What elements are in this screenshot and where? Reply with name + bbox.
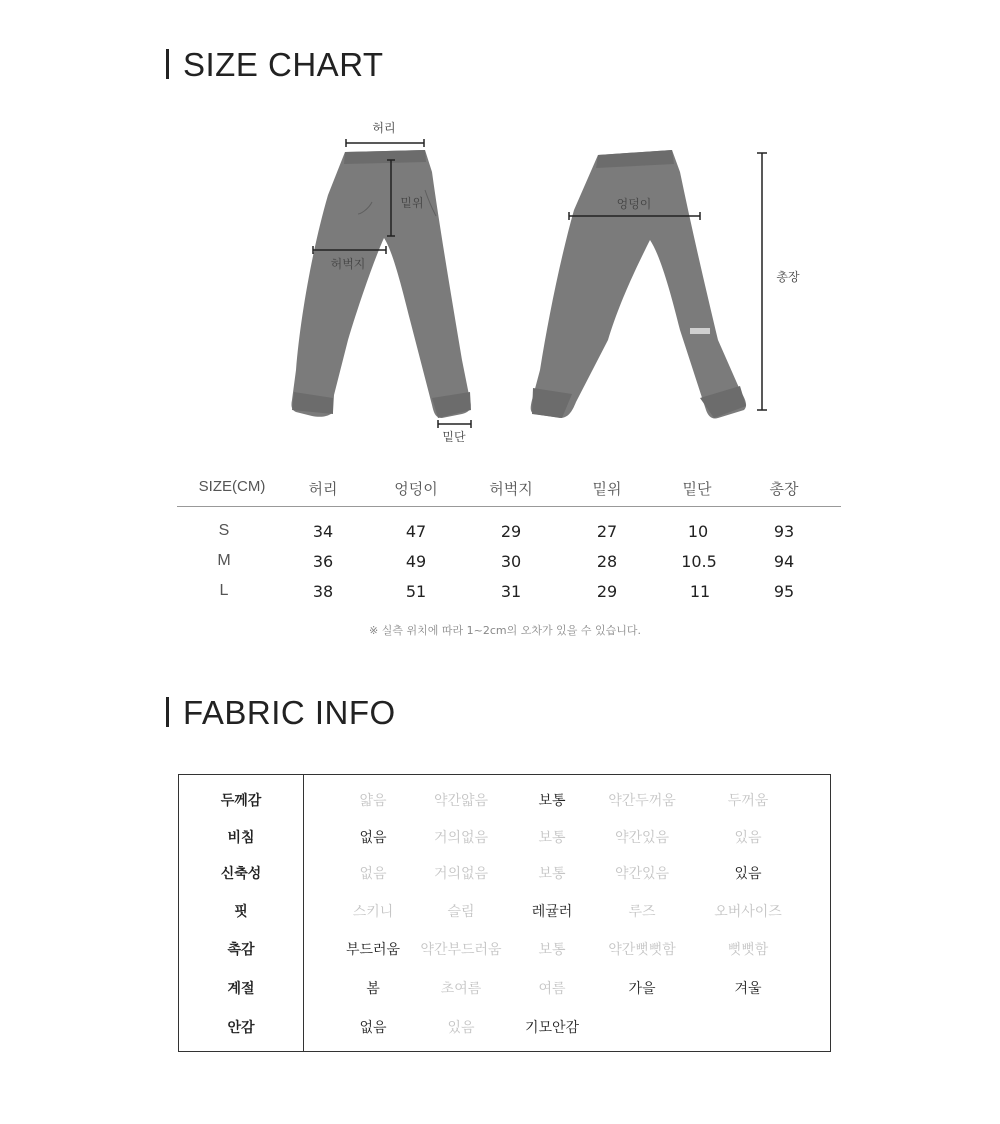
fabric-row-label: 안감 bbox=[227, 1020, 255, 1036]
fabric-option: 없음 bbox=[359, 866, 387, 882]
table-cell: 47 bbox=[405, 522, 427, 541]
fabric-option: 있음 bbox=[447, 1020, 475, 1036]
measurement-note: ※ 실측 위치에 따라 1~2cm의 오차가 있을 수 있습니다. bbox=[369, 624, 641, 637]
table-cell: 28 bbox=[596, 552, 618, 571]
table-cell: 10.5 bbox=[681, 552, 717, 571]
size-label: L bbox=[219, 582, 229, 599]
table-cell: 94 bbox=[773, 552, 795, 571]
table-row bbox=[177, 522, 841, 546]
fabric-row bbox=[179, 939, 832, 963]
fabric-option: 보통 bbox=[538, 830, 566, 846]
label-hip: 엉덩이 bbox=[616, 197, 652, 211]
table-cell: 49 bbox=[405, 552, 427, 571]
header-cell: 엉덩이 bbox=[394, 480, 438, 498]
fabric-option: 약간뻣뻣함 bbox=[608, 942, 676, 958]
fabric-row bbox=[179, 978, 832, 1002]
front-pants-image bbox=[291, 150, 471, 418]
pants-measurement-figure bbox=[0, 0, 1000, 460]
fabric-option: 있음 bbox=[734, 830, 762, 846]
fabric-row bbox=[179, 863, 832, 887]
header-cell: SIZE(CM) bbox=[198, 478, 266, 495]
table-cell: 34 bbox=[312, 522, 334, 541]
table-row bbox=[177, 582, 841, 606]
fabric-info-table bbox=[178, 774, 831, 1052]
fabric-option: 기모안감 bbox=[524, 1020, 580, 1036]
table-cell: 31 bbox=[500, 582, 522, 601]
label-rise: 밑위 bbox=[400, 196, 424, 210]
table-row bbox=[177, 552, 841, 576]
fabric-option: 약간있음 bbox=[614, 830, 670, 846]
table-cell: 29 bbox=[500, 522, 522, 541]
fabric-option: 약간부드러움 bbox=[420, 942, 502, 958]
fabric-option: 보통 bbox=[538, 942, 566, 958]
fabric-option: 가을 bbox=[628, 981, 656, 997]
fabric-option: 있음 bbox=[734, 866, 762, 882]
fabric-option: 보통 bbox=[538, 866, 566, 882]
header-cell: 허벅지 bbox=[489, 480, 533, 498]
size-table-header bbox=[177, 478, 841, 502]
back-pants-image bbox=[531, 150, 746, 419]
fabric-option: 여름 bbox=[538, 981, 566, 997]
label-hem: 밑단 bbox=[442, 430, 466, 444]
fabric-option: 거의없음 bbox=[433, 830, 489, 846]
fabric-row-label: 계절 bbox=[227, 981, 255, 997]
title-bar bbox=[166, 697, 169, 727]
fabric-row-label: 핏 bbox=[234, 904, 248, 920]
fabric-option: 거의없음 bbox=[433, 866, 489, 882]
fabric-option: 봄 bbox=[366, 981, 380, 997]
fabric-info-title-text: FABRIC INFO bbox=[183, 694, 396, 731]
fabric-option: 약간있음 bbox=[614, 866, 670, 882]
fabric-option: 뻣뻣함 bbox=[727, 942, 769, 958]
table-cell: 11 bbox=[689, 582, 711, 601]
fabric-option: 부드러움 bbox=[345, 942, 401, 958]
fabric-option: 얇음 bbox=[359, 793, 387, 809]
header-cell: 허리 bbox=[308, 480, 338, 498]
fabric-option: 겨울 bbox=[734, 981, 762, 997]
fabric-option: 오버사이즈 bbox=[714, 904, 782, 920]
size-chart-title-text: SIZE CHART bbox=[183, 46, 384, 83]
size-table-divider bbox=[177, 506, 841, 507]
fabric-option: 없음 bbox=[359, 1020, 387, 1036]
table-cell: 29 bbox=[596, 582, 618, 601]
header-cell: 밑위 bbox=[592, 480, 622, 498]
table-cell: 10 bbox=[687, 522, 709, 541]
fabric-option: 약간두꺼움 bbox=[608, 793, 676, 809]
fabric-option: 슬림 bbox=[447, 904, 475, 920]
table-cell: 36 bbox=[312, 552, 334, 571]
fabric-row-label: 두께감 bbox=[220, 793, 262, 809]
logo-print bbox=[690, 328, 710, 334]
fabric-row-label: 비침 bbox=[227, 830, 255, 846]
table-cell: 38 bbox=[312, 582, 334, 601]
fabric-option: 초여름 bbox=[440, 981, 482, 997]
label-length: 총장 bbox=[776, 270, 800, 284]
table-cell: 51 bbox=[405, 582, 427, 601]
header-cell: 총장 bbox=[769, 480, 799, 498]
table-cell: 95 bbox=[773, 582, 795, 601]
fabric-row bbox=[179, 901, 832, 925]
header-cell: 밑단 bbox=[682, 480, 712, 498]
fabric-option: 약간얇음 bbox=[433, 793, 489, 809]
fabric-row-label: 촉감 bbox=[227, 942, 255, 958]
table-cell: 27 bbox=[596, 522, 618, 541]
fabric-option: 레귤러 bbox=[531, 904, 573, 920]
fabric-row bbox=[179, 1017, 832, 1041]
fabric-option: 루즈 bbox=[628, 904, 656, 920]
size-label: M bbox=[217, 552, 231, 569]
fabric-option: 보통 bbox=[538, 793, 566, 809]
fabric-row bbox=[179, 790, 832, 814]
table-cell: 93 bbox=[773, 522, 795, 541]
table-cell: 30 bbox=[500, 552, 522, 571]
fabric-row bbox=[179, 827, 832, 851]
fabric-row-label: 신축성 bbox=[220, 866, 262, 882]
size-label: S bbox=[218, 522, 230, 539]
label-thigh: 허벅지 bbox=[330, 257, 366, 271]
fabric-option: 두꺼움 bbox=[727, 793, 769, 809]
fabric-option: 스키니 bbox=[352, 904, 394, 920]
fabric-info-title bbox=[166, 694, 396, 732]
label-waist: 허리 bbox=[372, 121, 396, 135]
fabric-option: 없음 bbox=[359, 830, 387, 846]
